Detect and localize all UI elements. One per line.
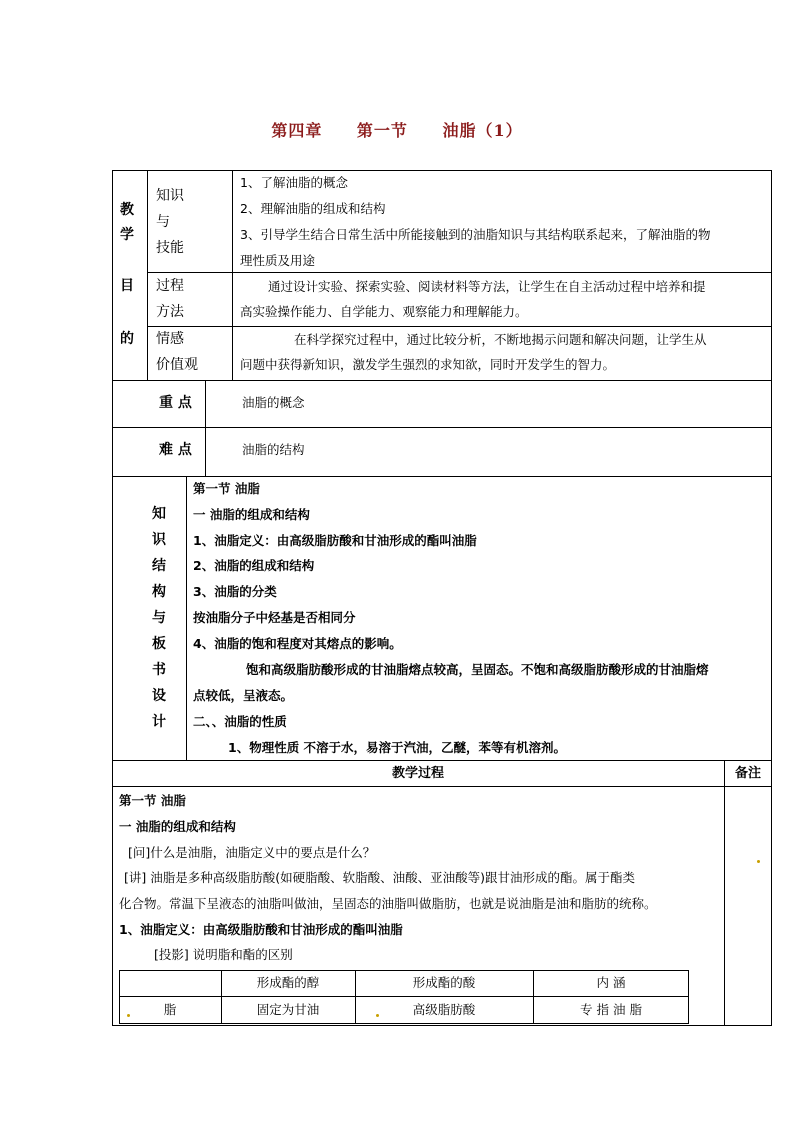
marker-dot: [376, 1014, 379, 1017]
page-title: [0, 118, 794, 141]
board-line: 1、油脂定义：由高级脂肪酸和甘油形成的酯叫油脂: [193, 533, 477, 548]
knowledge-item: 3、引导学生结合日常生活中所能接触到的油脂知识与其结构联系起来，了解油脂的物: [240, 227, 711, 242]
process-body-line: 一 油脂的组成和结构: [119, 819, 236, 834]
process-body-line: 1、油脂定义：由高级脂肪酸和甘油形成的酯叫油脂: [119, 922, 403, 937]
process-line: 通过设计实验、探索实验、阅读材料等方法，让学生在自主活动过程中培养和提: [268, 279, 706, 294]
remarks-header: 备注: [734, 766, 761, 781]
board-line: 点较低，呈液态。: [193, 688, 294, 703]
board-line: 按油脂分子中烃基是否相同分: [193, 610, 356, 625]
board-label-char: 构: [152, 584, 166, 600]
difficulty-value: 油脂的结构: [242, 442, 305, 457]
board-label-char: 与: [152, 610, 166, 626]
process-header-title: 教学过程: [391, 766, 444, 781]
board-line: 第一节 油脂: [193, 481, 260, 496]
knowledge-item: 1、了解油脂的概念: [240, 175, 348, 190]
section-title: 第一节: [356, 121, 408, 140]
key-point-label: 重 点: [159, 395, 192, 411]
process-body-line: 化合物。常温下呈液态的油脂叫做油，呈固态的油脂叫做脂肪，也就是说油脂是油和脂肪的统称。: [119, 896, 657, 911]
board-line: 2、油脂的组成和结构: [193, 558, 315, 573]
key-point-value: 油脂的概念: [242, 395, 305, 410]
process-label-1: 过程: [156, 278, 184, 294]
compare-header-cell: 形成酯的醇: [256, 975, 320, 990]
emotion-line: 在科学探究过程中，通过比较分析，不断地揭示问题和解决问题，让学生从: [294, 332, 707, 347]
board-line: 一 油脂的组成和结构: [193, 507, 310, 522]
board-label-char: 板: [152, 636, 166, 652]
compare-row-cell: 专 指 油 脂: [580, 1002, 642, 1017]
compare-row-cell: 高级脂肪酸: [412, 1002, 476, 1017]
process-body-line: [投影] 说明脂和酯的区别: [154, 947, 293, 962]
difficulty-label: 难 点: [159, 442, 192, 458]
knowledge-label-1: 知识: [156, 188, 184, 204]
board-line: 饱和高级脂肪酸形成的甘油脂熔点较高，呈固态。不饱和高级脂肪酸形成的甘油脂熔: [246, 662, 709, 677]
compare-row-cell: 脂: [163, 1002, 177, 1017]
topic-title: 油脂（1）: [442, 121, 523, 140]
knowledge-label-2: 与: [156, 214, 170, 230]
knowledge-item: 2、理解油脂的组成和结构: [240, 201, 386, 216]
objectives-label-1: 教: [120, 202, 134, 218]
chapter-title: 第四章: [271, 121, 323, 140]
board-line: 1、物理性质 不溶于水，易溶于汽油，乙醚，苯等有机溶剂。: [228, 740, 567, 755]
objectives-label-2: 学: [120, 227, 134, 243]
board-label-char: 计: [152, 714, 166, 730]
compare-header-cell: 内 涵: [596, 975, 626, 990]
process-label-2: 方法: [156, 304, 184, 320]
emotion-label-2: 价值观: [156, 357, 198, 373]
objectives-label-3: 目: [120, 278, 134, 294]
board-label-char: 知: [152, 506, 166, 522]
emotion-label-1: 情感: [156, 331, 184, 347]
board-label-char: 结: [152, 558, 166, 574]
knowledge-item: 理性质及用途: [240, 253, 316, 268]
emotion-line: 问题中获得新知识，激发学生强烈的求知欲，同时开发学生的智力。: [240, 357, 616, 372]
compare-header-cell: 形成酯的酸: [412, 975, 476, 990]
compare-row-cell: 固定为甘油: [256, 1002, 320, 1017]
board-line: 3、油脂的分类: [193, 584, 277, 599]
board-label-char: 识: [152, 532, 166, 548]
process-body-line: [问]什么是油脂，油脂定义中的要点是什么？: [128, 845, 376, 860]
process-body-line: [讲] 油脂是多种高级脂肪酸(如硬脂酸、软脂酸、油酸、亚油酸等)跟甘油形成的酯。属于酯类: [124, 870, 635, 885]
objectives-label-4: 的: [120, 331, 134, 347]
board-line: 4、油脂的饱和程度对其熔点的影响。: [193, 636, 402, 651]
board-line: 二、、油脂的性质: [193, 714, 287, 729]
marker-dot: [757, 860, 760, 863]
board-label-char: 书: [152, 662, 166, 678]
board-label-char: 设: [152, 688, 166, 704]
process-body-line: 第一节 油脂: [119, 793, 186, 808]
marker-dot: [127, 1014, 130, 1017]
process-line: 高实验操作能力、自学能力、观察能力和理解能力。: [240, 304, 528, 319]
knowledge-label-3: 技能: [156, 240, 184, 256]
